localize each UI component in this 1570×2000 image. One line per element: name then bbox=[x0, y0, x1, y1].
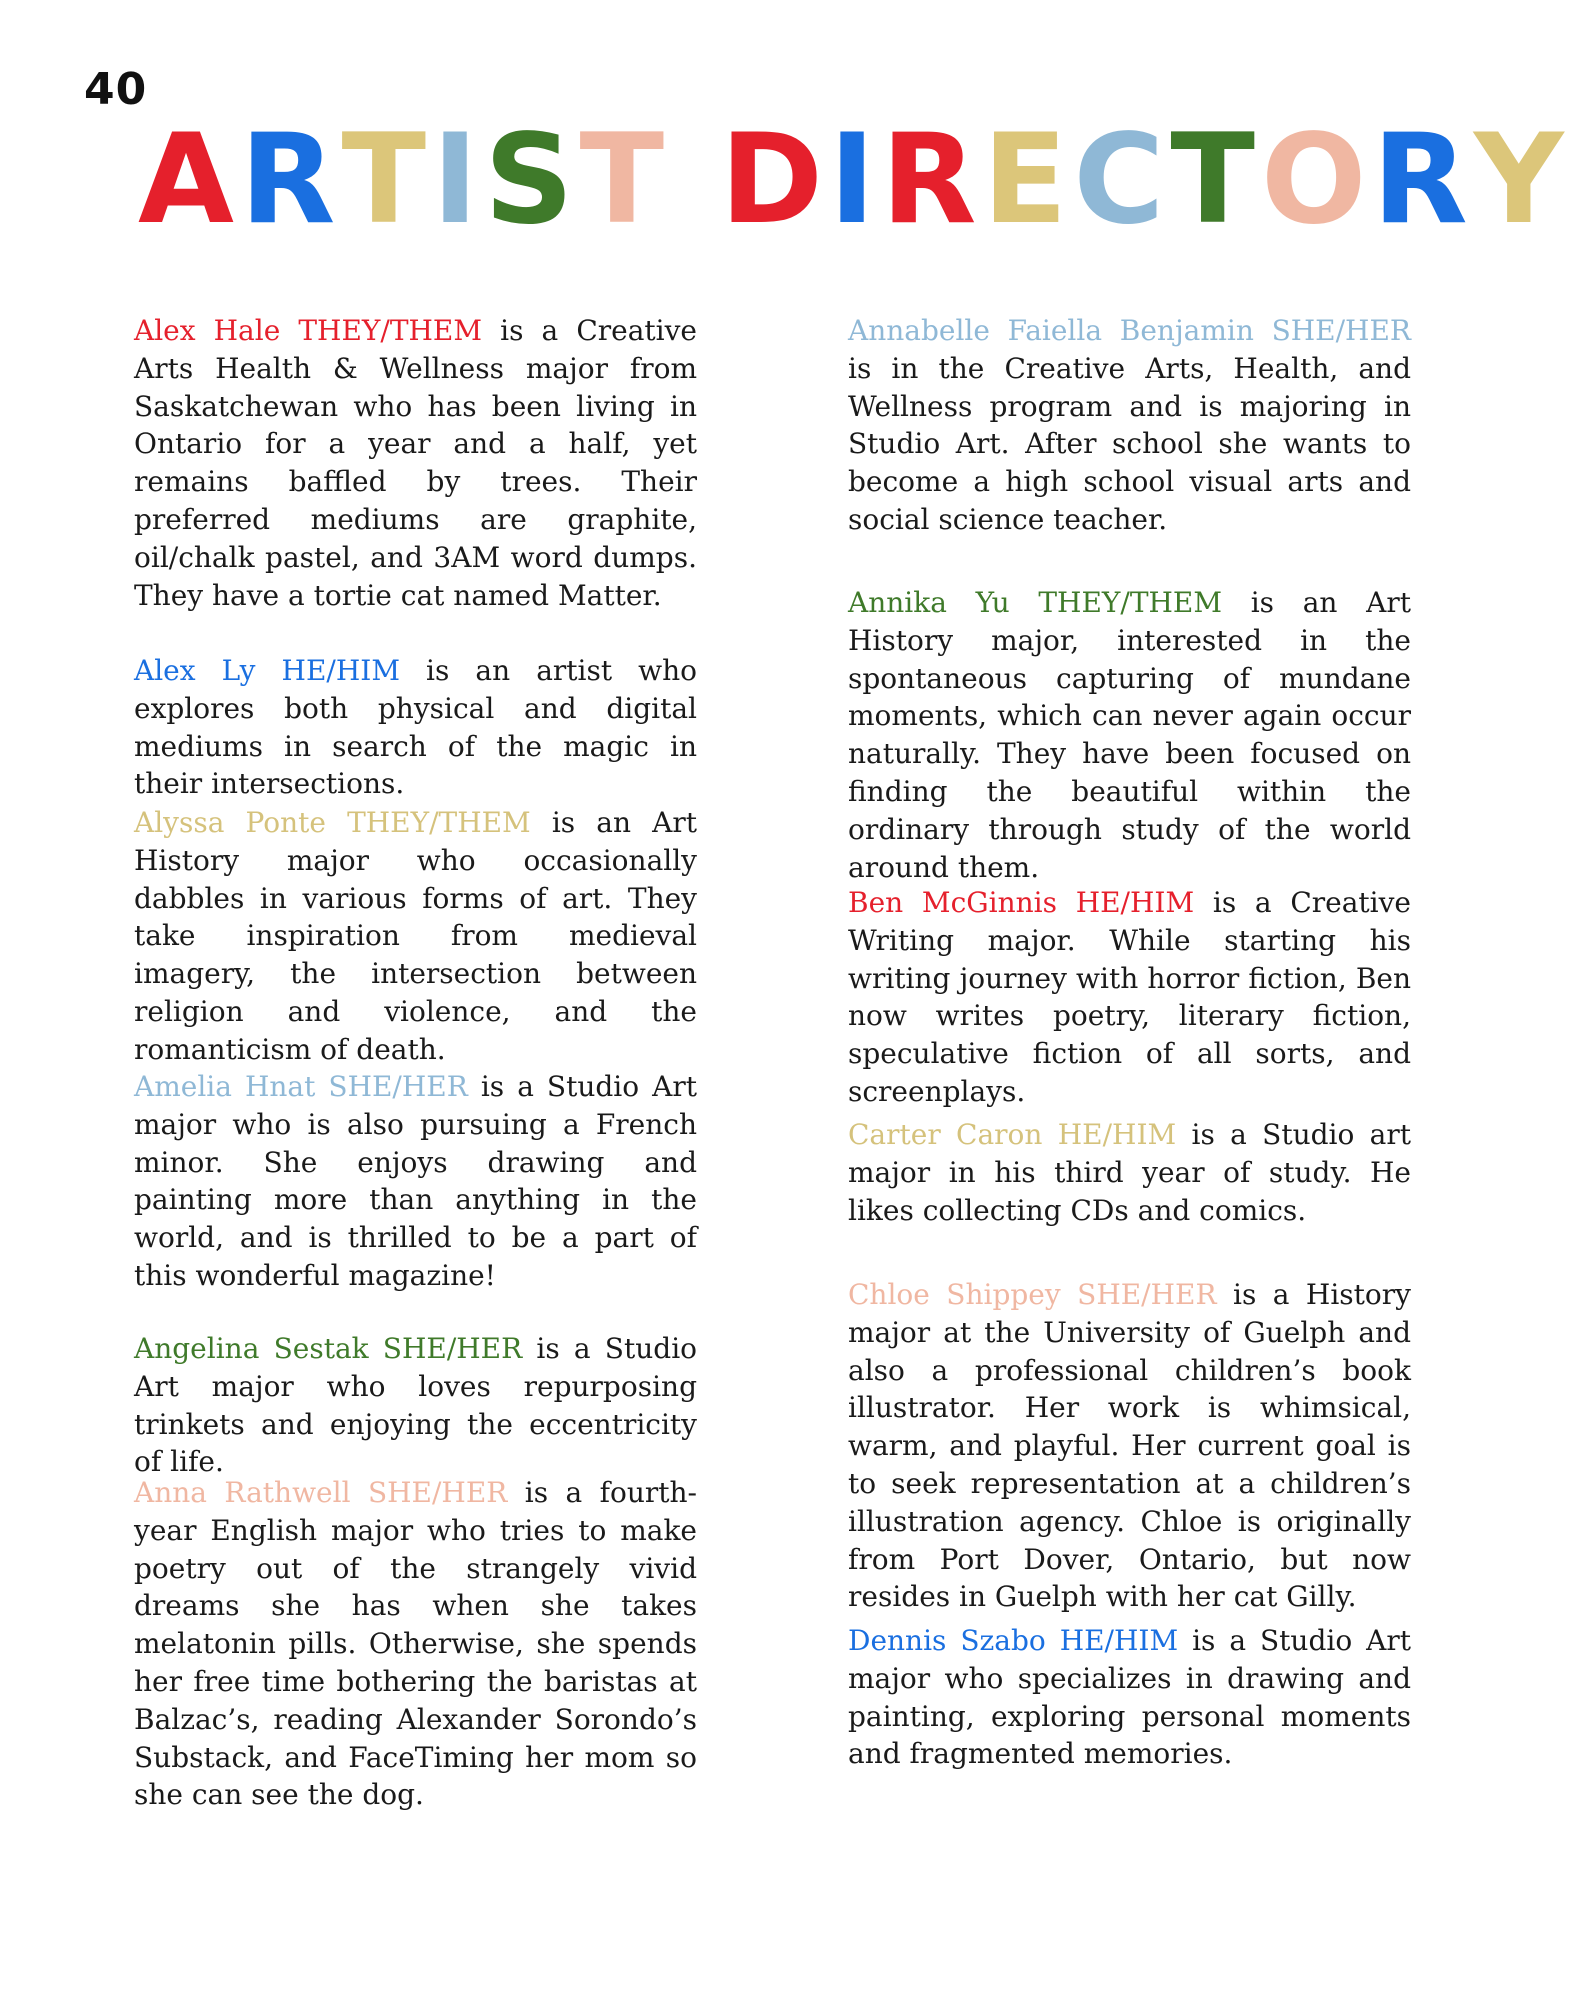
directory-entry bbox=[848, 1276, 1411, 1616]
artist-bio: is a Creative Arts Health & Wellness major from Saskatchewan who has been living in Ontario for a year and a half, yet remains baffled by trees. Their preferred mediums are graphite, oil/chalk pastel, and 3AM word dumps. They have a tortie cat named Matter. bbox=[134, 314, 697, 612]
artist-name: Amelia Hnat SHE/HER bbox=[134, 1070, 468, 1103]
title-letter: I bbox=[432, 108, 479, 252]
directory-entry bbox=[848, 1116, 1411, 1229]
artist-name: Ben McGinnis HE/HIM bbox=[848, 886, 1195, 919]
artist-name: Carter Caron HE/HIM bbox=[848, 1118, 1177, 1151]
title-letter: Y bbox=[1473, 108, 1564, 252]
artist-bio: is an Art History major, interested in the spontaneous capturing of mundane moments, which can never again occur naturally. They have been focused on finding the beautiful within the ordinary through study of the world around them. bbox=[848, 586, 1412, 884]
artist-bio: is a Studio Art major who specializes in drawing and painting, exploring personal moments and fragmented memories. bbox=[848, 1624, 1412, 1771]
directory-entry bbox=[134, 312, 697, 614]
artist-bio: is a Studio Art major who loves repurposing trinkets and enjoying the eccentricity of life. bbox=[134, 1332, 698, 1479]
title-letter: S bbox=[484, 108, 574, 252]
directory-entry bbox=[848, 1622, 1411, 1773]
artist-bio: is a Creative Writing major. While starting his writing journey with horror fiction, Ben now writes poetry, literary fiction, speculative fiction of all sorts, and screenplays. bbox=[848, 886, 1412, 1108]
artist-name: Chloe Shippey SHE/HER bbox=[848, 1278, 1217, 1311]
title-letter: R bbox=[881, 108, 977, 252]
title-letter: C bbox=[1073, 108, 1165, 252]
artist-name: Alyssa Ponte THEY/THEM bbox=[134, 806, 531, 839]
artist-bio: is a Studio art major in his third year of study. He likes collecting CDs and comics. bbox=[848, 1118, 1412, 1227]
directory-entry bbox=[848, 884, 1411, 1111]
page-title bbox=[138, 108, 1570, 252]
title-letter: R bbox=[1372, 108, 1468, 252]
artist-name: Alex Hale THEY/THEM bbox=[134, 314, 483, 347]
title-letter: A bbox=[138, 108, 234, 252]
page-number: 40 bbox=[84, 64, 148, 115]
artist-name: Angelina Sestak SHE/HER bbox=[134, 1332, 523, 1365]
artist-bio: is a History major at the University of Guelph and also a professional children’s book illustrator. Her work is whimsical, warm, and playful. Her current goal is to seek representation at a children’s illustration agency. Chloe is originally from Port Dover, Ontario, but now resides in Guelph with her cat Gilly. bbox=[848, 1278, 1411, 1614]
artist-name: Alex Ly HE/HIM bbox=[134, 654, 400, 687]
artist-name: Dennis Szabo HE/HIM bbox=[848, 1624, 1179, 1657]
title-letter: R bbox=[239, 108, 336, 252]
title-letter: O bbox=[1260, 108, 1367, 252]
artist-name: Annabelle Faiella Benjamin SHE/HER bbox=[848, 314, 1411, 347]
title-letter: E bbox=[982, 108, 1068, 252]
artist-name: Annika Yu THEY/THEM bbox=[848, 586, 1223, 619]
artist-bio: is an Art History major who occasionally dabbles in various forms of art. They take inspiration from medieval imagery, the intersection between religion and violence, and the romanticism of death. bbox=[134, 806, 697, 1066]
title-letter: T bbox=[579, 108, 665, 252]
title-letter: T bbox=[341, 108, 427, 252]
artist-bio: is an artist who explores both physical and digital mediums in search of the magic in their intersections. bbox=[134, 654, 697, 801]
artist-name: Anna Rathwell SHE/HER bbox=[134, 1476, 508, 1509]
directory-entry bbox=[134, 1330, 697, 1481]
title-letter: D bbox=[720, 108, 824, 252]
directory-entry bbox=[134, 804, 697, 1069]
directory-entry bbox=[848, 584, 1411, 886]
title-letter: T bbox=[1170, 108, 1255, 252]
artist-bio: is in the Creative Arts, Health, and Wellness program and is majoring in Studio Art. After school she wants to become a high school visual arts and social science teacher. bbox=[848, 351, 1411, 536]
artist-bio: is a Studio Art major who is also pursuing a French minor. She enjoys drawing and painting more than anything in the world, and is thrilled to be a part of this wonderful magazine! bbox=[134, 1070, 697, 1292]
directory-entry bbox=[848, 312, 1411, 539]
title-letter: I bbox=[829, 108, 876, 252]
directory-entry bbox=[134, 1474, 697, 1814]
artist-bio: is a fourth-year English major who tries to make poetry out of the strangely vivid dreams she has when she takes melatonin pills. Otherwise, she spends her free time bothering the baristas at Balzac’s, reading Alexander Sorondo’s Substack, and FaceTiming her mom so she can see the dog. bbox=[134, 1476, 698, 1812]
directory-entry bbox=[134, 1068, 697, 1295]
directory-entry bbox=[134, 652, 697, 803]
